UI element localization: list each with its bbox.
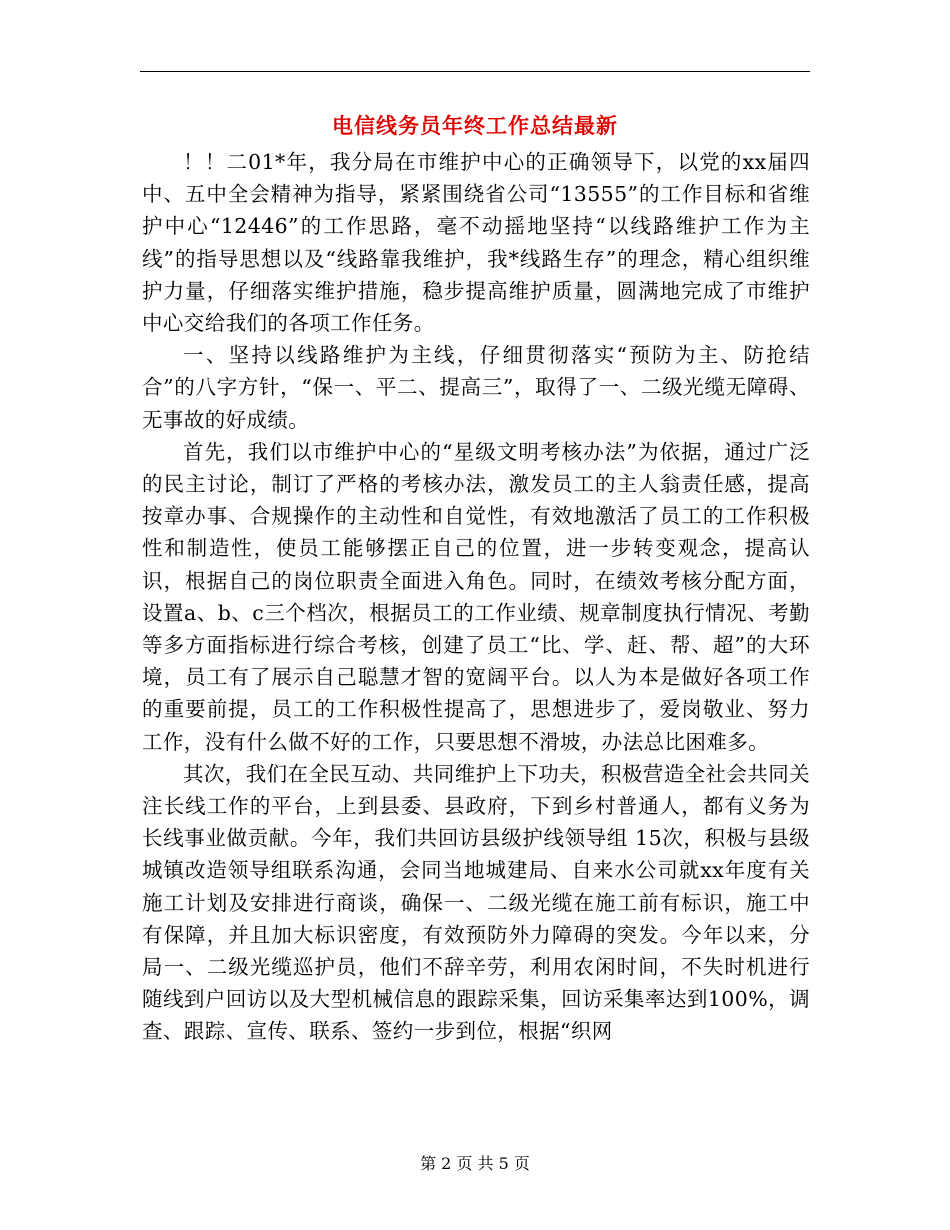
document-title: 电信线务员年终工作总结最新 — [332, 114, 618, 138]
header-rule — [140, 71, 810, 72]
document-body — [142, 146, 810, 1048]
paragraph-first: 首先，我们以市维护中心的“星级文明考核办法”为依据，通过广泛的民主讨论，制订了严格的考核办法，激发员工的主人翁责任感，提高按章办事、合规操作的主动性和自觉性，有效地激活了员工的工作积极性和制造性，使员工能够摆正自己的位置，进一步转变观念，提高认识，根据自己的岗位职责全面进入角色。同时，在绩效考核分配方面，设置a、b、c三个档次，根据员工的工作业绩、规章制度执行情况、考勤等多方面指标进行综合考核，创建了员工“比、学、赶、帮、超”的大环境，员工有了展示自己聪慧才智的宽阔平台。以人为本是做好各项工作的重要前提，员工的工作积极性提高了，思想进步了，爱岗敬业、努力工作，没有什么做不好的工作，只要思想不滑坡，办法总比困难多。 — [142, 439, 810, 754]
page-number: 第 2 页 共 5 页 — [420, 1154, 530, 1173]
page-footer — [0, 1153, 950, 1175]
paragraph-second: 其次，我们在全民互动、共同维护上下功夫，积极营造全社会共同关注长线工作的平台，上到县委、县政府，下到乡村普通人，都有义务为长线事业做贡献。今年，我们共回访县级护线领导组 15次，积极与县级城镇改造领导组联系沟通，会同当地城建局、自来水公司就xx年度有关施工计划及安排进行商谈，确保一、二级光缆在施工前有标识，施工中有保障，并且加大标识密度，有效预防外力障碍的突发。今年以来，分局一、二级光缆巡护员，他们不辞辛劳，利用农闲时间，不失时机进行随线到户回访以及大型机械信息的跟踪采集，回访采集率达到100%，调查、跟踪、宣传、联系、签约一步到位，根据“织网 — [142, 761, 810, 1044]
paragraph-intro: ！！二01*年，我分局在市维护中心的正确领导下，以党的xx届四中、五中全会精神为指导，紧紧围绕省公司“13555”的工作目标和省维护中心“12446”的工作思路，毫不动摇地坚持“以线路维护工作为主线”的指导思想以及“线路靠我维护，我*线路生存”的理念，精心组织维护力量，仔细落实维护措施，稳步提高维护质量，圆满地完成了市维护中心交给我们的各项工作任务。 — [142, 150, 810, 336]
paragraph-section-one: 一、坚持以线路维护为主线，仔细贯彻落实“预防为主、防抢结合”的八字方针，“保一、平二、提高三”，取得了一、二级光缆无障碍、无事故的好成绩。 — [142, 343, 810, 432]
